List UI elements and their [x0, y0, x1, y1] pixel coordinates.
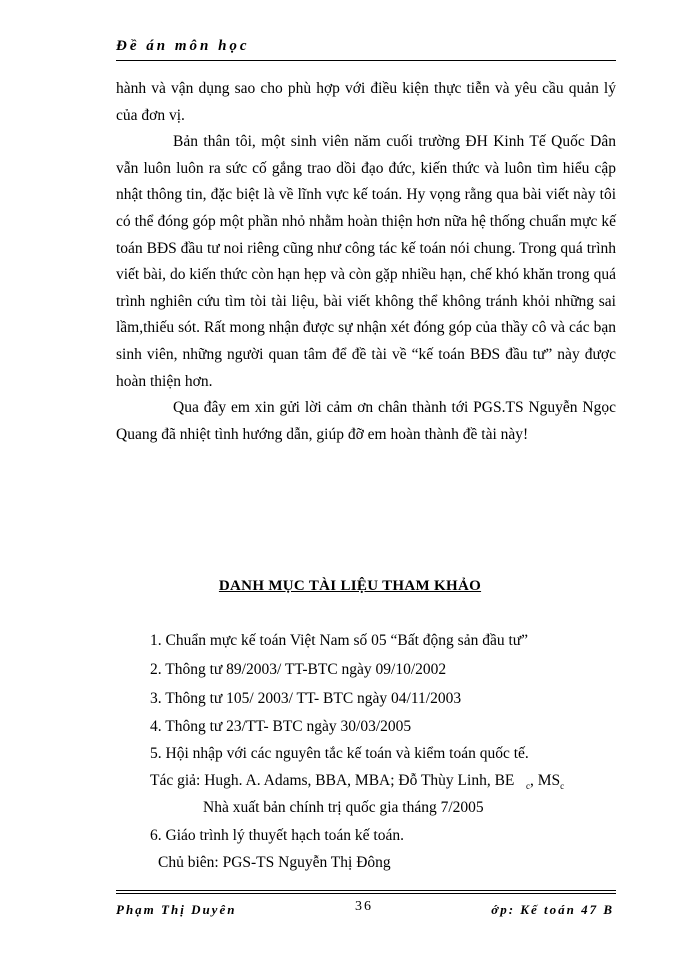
reference-item-4: 4. Thông tư 23/TT- BTC ngày 30/03/2005	[150, 718, 412, 735]
footer-class: ớp: Kế toán 47 B	[491, 902, 614, 917]
header-rule	[116, 60, 616, 61]
page-number: 36	[355, 899, 373, 914]
reference-editor: Chủ biên: PGS-TS Nguyễn Thị Đông	[158, 854, 391, 871]
reference-publisher: Nhà xuất bản chính trị quốc gia tháng 7/2005	[203, 799, 484, 816]
reference-item-6: 6. Giáo trình lý thuyết hạch toán kế toán.	[150, 827, 404, 844]
paragraph-3: Qua đây em xin gửi lời cảm ơn chân thành tới PGS.TS Nguyễn Ngọc Quang đã nhiệt tình hướng dẫn, giúp đỡ em hoàn thành đề tài này!	[116, 399, 616, 443]
footer-rule-top	[116, 890, 616, 891]
footer-rule-bottom	[116, 893, 616, 894]
paragraph-2: Bản thân tôi, một sinh viên năm cuối trường ĐH Kinh Tế Quốc Dân vẫn luôn luôn ra sức cố gắng trao dồi đạo đức, kiến thức và luôn tìm hiểu cập nhật thông tin, đặc biệt là về lĩnh vực kế toán. Hy vọng rằng qua bài viết này tôi có thể đóng góp một phần nhỏ nhằm hoàn thiện hơn nữa hệ thống chuẩn mực kế toán BĐS đầu tư noi riêng cũng như công tác kế toán nói chung. Trong quá trình viết bài, do kiến thức còn hạn hẹp và còn gặp nhiều hạn, chế khó khăn trong quá trình nghiên cứu tìm tòi tài liệu, bài viết không thể không tránh khỏi những sai lầm,thiếu sót. Rất mong nhận được sự nhận xét đóng góp của thầy cô và các bạn sinh viên, những người quan tâm để đề tài về “kế toán BĐS đầu tư” này được hoàn thiện hơn.	[116, 133, 616, 390]
authors-subscript-2: c	[560, 781, 565, 791]
page-header-title: Đề án môn học	[116, 38, 250, 54]
reference-item-2: 2. Thông tư 89/2003/ TT-BTC ngày 09/10/2002	[150, 661, 447, 678]
reference-item-1: 1. Chuẩn mực kế toán Việt Nam số 05 “Bất động sản đầu tư”	[150, 632, 529, 649]
reference-authors	[150, 772, 564, 791]
body-text	[116, 76, 616, 448]
reference-item-3: 3. Thông tư 105/ 2003/ TT- BTC ngày 04/11/2003	[150, 690, 462, 707]
references-heading: DANH MỤC TÀI LIỆU THAM KHẢO	[218, 578, 482, 594]
authors-text: Tác giả: Hugh. A. Adams, BBA, MBA; Đỗ Thùy Linh, BE	[150, 772, 515, 789]
authors-degree: , MS	[530, 772, 561, 789]
paragraph-1: hành và vận dụng sao cho phù hợp với điều kiện thực tiễn và yêu cầu quản lý của đơn vị.	[116, 80, 616, 124]
authors-subscript-1: c	[526, 781, 531, 791]
footer-author: Phạm Thị Duyên	[116, 902, 237, 917]
reference-item-5: 5. Hội nhập với các nguyên tắc kế toán và kiểm toán quốc tế.	[150, 745, 529, 762]
